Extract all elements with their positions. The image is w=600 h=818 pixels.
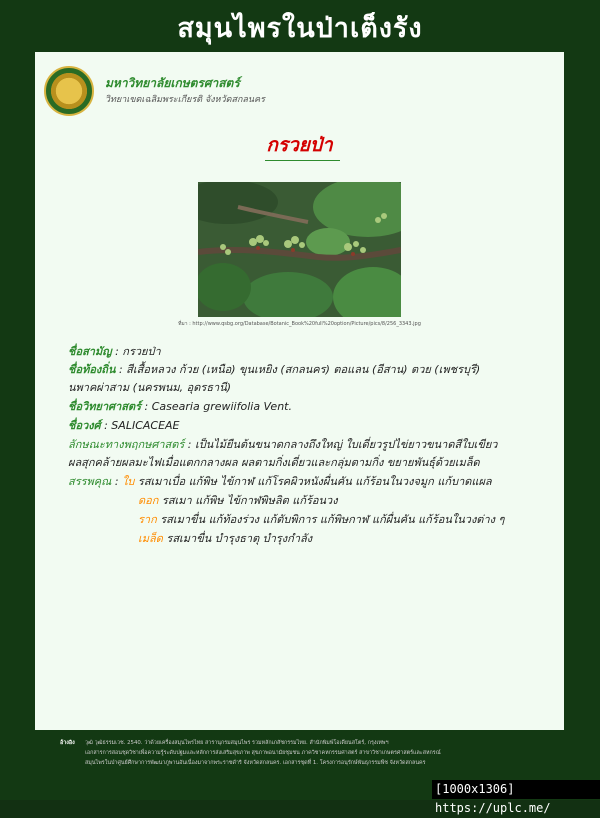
scientific-name-label: ชื่อวิทยาศาสตร์ — [68, 400, 142, 413]
reference-line: วุฒิ วุฒิธรรมเวช. 2540. ว่าด้วยเครื่องสมุนไพรไทย สารานุกรมสมุนไพร รวมหลักเภสัชกรรมไทย. สำนักพิมพ์โอเดียนสโตร์, กรุงเทพฯ — [85, 740, 389, 746]
page-title: สมุนไพรในป่าเต็งรัง — [177, 13, 423, 44]
common-name-value: : กรวยป่า — [111, 345, 161, 358]
campus-name: วิทยาเขตเฉลิมพระเกียรติ จังหวัดสกลนคร — [105, 95, 265, 105]
botany-label: ลักษณะทางพฤกษศาสตร์ — [68, 438, 185, 451]
family-label: ชื่อวงศ์ — [68, 419, 101, 432]
local-name-value: : สีเสื้อหลวง ก้วย (เหนือ) ขุนเหยิง (สกลนคร) ตอแลน (อีสาน) ตวย (เพชรบุรี) — [115, 363, 481, 376]
reference-label: อ้างอิง — [60, 740, 75, 746]
property-part: ใบ — [122, 475, 135, 488]
local-name-label: ชื่อท้องถิ่น — [68, 363, 116, 376]
local-name-value-continued: นพาคผ่าสาม (นครพนม, อุดรธานี) — [68, 381, 232, 394]
property-text: รสเมาเบื่อ แก้พิษ ไข้กาฬ แก้โรคผิวหนังผื่นคัน แก้ร้อนในวงจมูก แก้บาดแผล — [137, 475, 492, 488]
property-part: ดอก — [138, 494, 159, 507]
properties-label: สรรพคุณ — [68, 475, 112, 488]
properties-row-leaf: สรรพคุณ : ใบ รสเมาเบื่อ แก้พิษ ไข้กาฬ แก้โรคผิวหนังผื่นคัน แก้ร้อนในวงจมูก แก้บาดแผล — [68, 475, 492, 488]
reference-line: เอกสารการสอนชุดวิชาเพื่อความรู้ระดับปฐมและหลักการส่งเสริมสุขภาพ สุขภาพอนามัยชุมชน ภาควิชาคหกรรมศาสตร์ สาขาวิชาเกษตรศาสตร์และสหกรณ์ — [85, 750, 441, 756]
plant-name-heading: กรวยป่า — [266, 134, 333, 156]
family-value: : SALICACEAE — [100, 419, 180, 432]
properties-row-root — [138, 510, 504, 528]
property-text: รสเมา แก้พิษ ไข้กาฬพิษลิต แก้ร้อนวง — [161, 494, 338, 507]
property-part: ราก — [138, 513, 157, 526]
local-name-row — [68, 360, 480, 378]
reference-line: สมุนไพรในป่าศูนย์ศึกษาการพัฒนาภูพานอันเนื่องมาจากพระราชดำริ จังหวัดสกลนคร. เอกสารชุดที่ 1. โครงการอนุรักษ์พันธุกรรมพืช จังหวัดสกลนคร — [85, 760, 426, 766]
common-name-row — [68, 342, 161, 360]
university-name: มหาวิทยาลัยเกษตรศาสตร์ — [105, 76, 240, 90]
botany-row-continued — [68, 453, 480, 471]
botany-value-continued: ผลสุกคล้ายผลมะไฟเมื่อแตกกลางผล ผลตามกิ่งเดี่ยวและกลุ่มตามกิ่ง ขยายพันธุ์ด้วยเมล็ด — [68, 456, 480, 469]
photo-caption: ที่มา : http://www.qsbg.org/Database/Botanic_Book%20full%20option/Picture/pics/8/256_3343.jpg — [178, 321, 421, 327]
heading-underline — [265, 160, 340, 161]
common-name-label: ชื่อสามัญ — [68, 345, 112, 358]
property-part: เมล็ด — [138, 532, 163, 545]
local-name-row-continued — [68, 378, 231, 396]
properties-row-seed — [138, 529, 312, 547]
property-text: รสเมาขื่น แก้ท้องร่วง แก้ตับพิการ แก้พิษกาฬ แก้ผื่นคัน แก้ร้อนในวงต่าง ๆ — [160, 513, 505, 526]
property-text: รสเมาขื่น บำรุงธาตุ บำรุงกำลัง — [166, 532, 313, 545]
botany-row — [68, 435, 497, 453]
family-row — [68, 416, 180, 434]
size-url-badge: [1000x1306] https://uplc.me/ — [432, 780, 600, 799]
scientific-name-value: : Casearia grewiifolia Vent. — [141, 400, 292, 413]
content-panel — [35, 52, 564, 730]
scientific-name-row — [68, 397, 292, 415]
properties-row-flower — [138, 491, 338, 509]
university-logo — [44, 66, 94, 116]
botany-value: : เป็นไม้ยืนต้นขนาดกลางถึงใหญ่ ใบเดี่ยวรูปไข่ยาวขนาดสีใบเขียว — [184, 438, 498, 451]
plant-photo — [198, 182, 401, 317]
reference-footer — [60, 738, 553, 768]
